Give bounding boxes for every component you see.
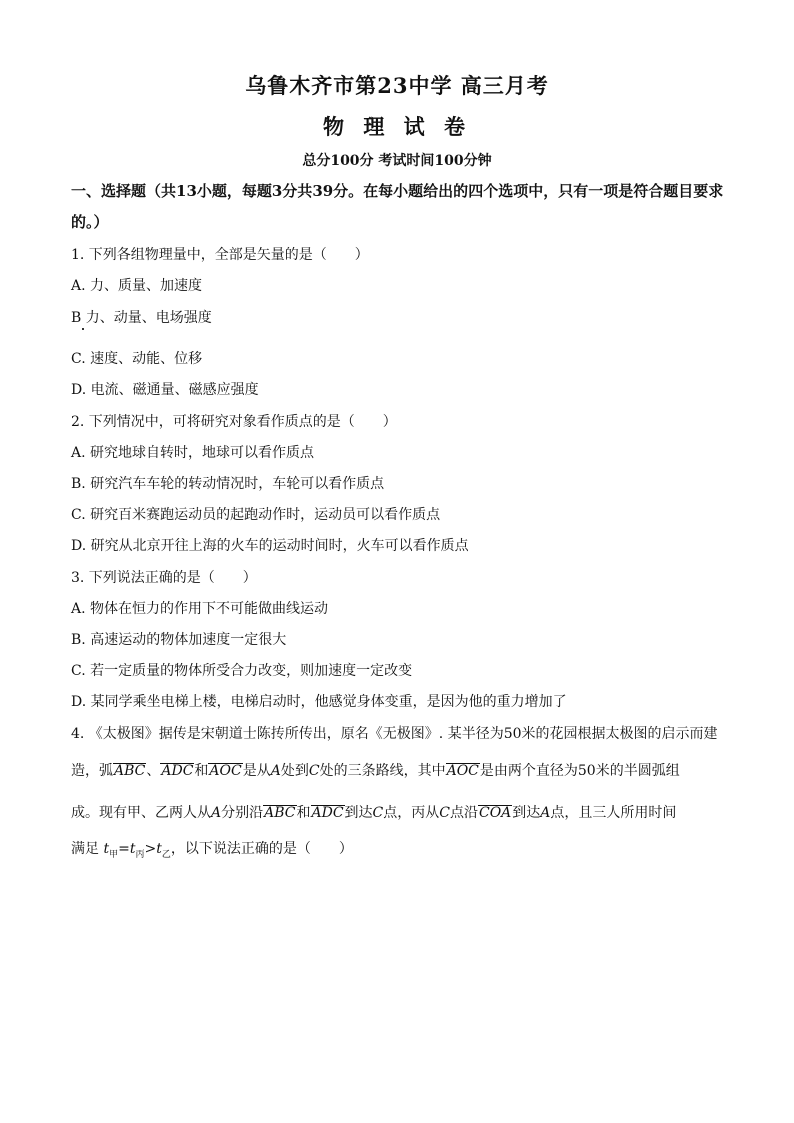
time-symbol: t	[103, 841, 110, 857]
arc-aoc: AOC	[446, 763, 479, 779]
q2-stem: 2. 下列情况中，可将研究对象看作质点的是（ ）	[71, 414, 397, 430]
subscript-jia: 甲	[109, 849, 119, 860]
equals-sign: =	[118, 841, 130, 857]
exam-info: 总分100分 考试时间100分钟	[302, 153, 492, 169]
q4-line-3	[71, 802, 676, 822]
q1-option-a: A. 力、质量、加速度	[71, 278, 203, 294]
arc-abc: ABC	[114, 763, 146, 779]
point-c: C	[308, 763, 320, 779]
q1-option-c: C. 速度、动能、位移	[71, 351, 203, 367]
q4-text: 是由两个直径为50米的半圆弧组	[479, 763, 680, 779]
q4-text: 处到	[280, 763, 309, 779]
q4-line-1: 4. 《太极图》据传是宋朝道士陈抟所传出，原名《无极图》. 某半径为50米的花园根据太极图的启示而建	[71, 726, 718, 742]
point-a: A	[211, 805, 222, 821]
stray-dot	[82, 328, 84, 330]
q1-option-d: D. 电流、磁通量、磁感应强度	[71, 382, 259, 398]
q3-option-d: D. 某同学乘坐电梯上楼，电梯启动时，他感觉身体变重，是因为他的重力增加了	[71, 694, 567, 710]
q2-option-b: B. 研究汽车车轮的转动情况时，车轮可以看作质点	[71, 476, 385, 492]
arc-adc: ADC	[311, 805, 344, 821]
point-c: C	[372, 805, 384, 821]
point-a: A	[540, 805, 551, 821]
q3-option-a: A. 物体在恒力的作用下不可能做曲线运动	[71, 601, 329, 617]
arc-abc: ABC	[264, 805, 296, 821]
q2-option-a: A. 研究地球自转时，地球可以看作质点	[71, 445, 315, 461]
arc-coa: COA	[478, 805, 512, 821]
q2-option-c: C. 研究百米赛跑运动员的起跑动作时，运动员可以看作质点	[71, 507, 441, 523]
q4-text: 、	[146, 763, 161, 779]
section-heading: 一、选择题（共13小题，每题3分共39分。在每小题给出的四个选项中，只有一项是符合题目要求的。）	[71, 182, 724, 231]
q1-option-b: B 力、动量、电场强度	[71, 310, 212, 326]
q4-text: 是从	[242, 763, 271, 779]
school-title: 乌鲁木齐市第23中学 高三月考	[245, 73, 549, 98]
q4-line-4	[71, 838, 353, 860]
q4-text: 分别沿	[221, 805, 264, 821]
q4-text: 处的三条路线，其中	[319, 763, 446, 779]
q4-text: 成。现有甲、乙两人从	[71, 805, 211, 821]
arc-aoc: AOC	[209, 763, 242, 779]
q4-text: 造，弧	[71, 763, 113, 779]
q4-text: 点沿	[449, 805, 478, 821]
q3-option-b: B. 高速运动的物体加速度一定很大	[71, 632, 287, 648]
point-c: C	[439, 805, 450, 821]
time-symbol: t	[156, 841, 162, 857]
q4-text: 和	[296, 805, 311, 821]
q4-line-2	[71, 760, 680, 780]
q1-stem: 1. 下列各组物理量中，全部是矢量的是（ ）	[71, 247, 369, 263]
point-a: A	[270, 763, 281, 779]
q3-option-c: C. 若一定质量的物体所受合力改变，则加速度一定改变	[71, 663, 413, 679]
q4-text: 到达	[344, 805, 373, 821]
q4-text: 点，且三人所用时间	[550, 805, 677, 821]
q2-option-d: D. 研究从北京开往上海的火车的运动时间时，火车可以看作质点	[71, 538, 469, 554]
q4-text: 满足	[71, 841, 99, 857]
subscript-yi: 乙	[161, 849, 171, 860]
q3-stem: 3. 下列说法正确的是（ ）	[71, 570, 257, 586]
q4-text: 到达	[512, 805, 541, 821]
subject-title: 物 理 试 卷	[323, 114, 471, 139]
q4-text: ，以下说法正确的是（ ）	[170, 841, 353, 857]
greater-sign: >	[144, 841, 157, 857]
subscript-bing: 丙	[135, 849, 145, 860]
time-symbol: t	[129, 841, 136, 857]
arc-adc: ADC	[161, 763, 194, 779]
q4-text: 点，丙从	[383, 805, 440, 821]
q4-text: 和	[194, 763, 209, 779]
